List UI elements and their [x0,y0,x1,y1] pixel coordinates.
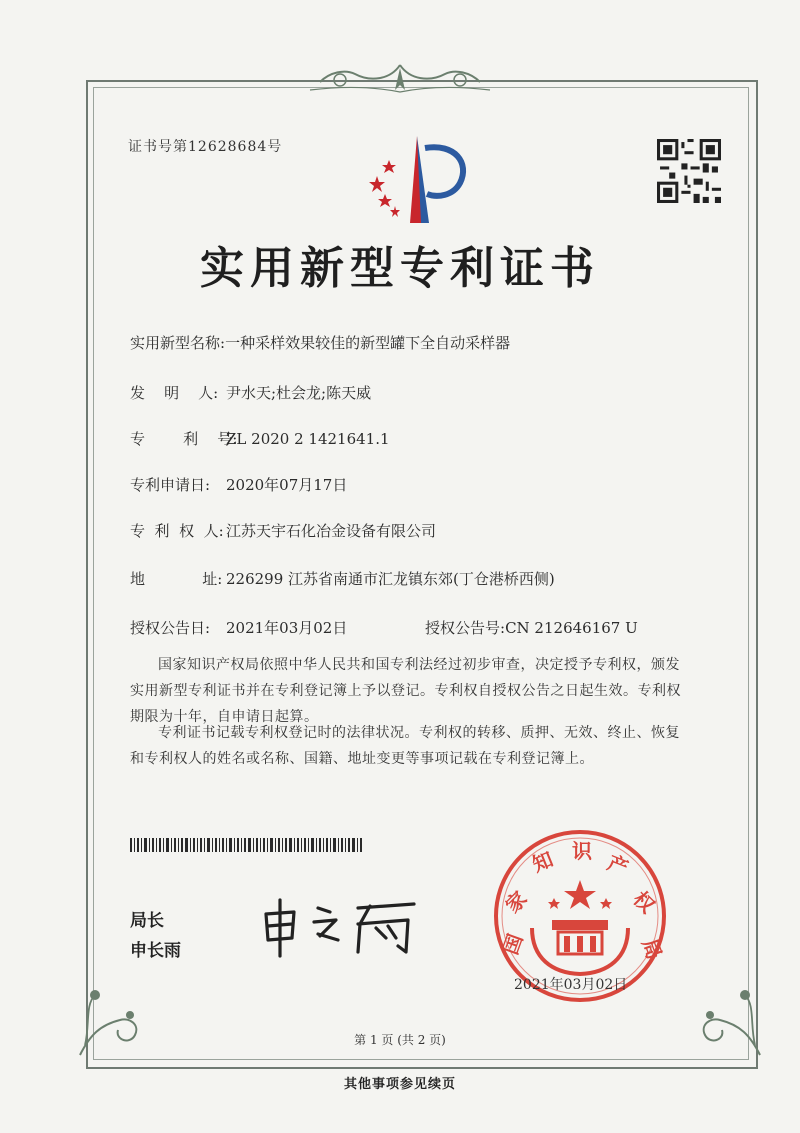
grant-date-value: 2021年03月02日 [226,619,348,637]
inventor-row [130,382,371,403]
svg-text:权: 权 [628,886,660,918]
qr-code-icon [657,139,721,203]
address-row [130,568,555,589]
certificate-title: 实用新型专利证书 [200,243,600,294]
page-indicator: 第 1 页 (共 2 页) [354,1033,446,1047]
director-name-label: 申长雨 [130,941,181,961]
apply-date-row [130,474,347,495]
apply-date-label: 专利申请日: [130,476,211,494]
grant-number-row [425,617,638,638]
grant-date-label: 授权公告日: [130,619,211,637]
patent-number-label: 专 利 号: [130,430,238,448]
holder-row [130,520,436,541]
svg-text:产: 产 [604,850,632,881]
inventor-value: 尹水天;杜会龙;陈天威 [226,384,372,402]
grant-paragraph: 国家知识产权局依照中华人民共和国专利法经过初步审查，决定授予专利权，颁发实用新型专利证书并在专利登记簿上予以登记。专利权自授权公告之日起生效。专利权期限为十年，自申请日起算。 [130,657,681,725]
bottom-right-ornament-icon [680,975,770,1065]
top-ornament-icon [300,60,500,100]
model-name-label: 实用新型名称: [130,334,226,352]
cnipa-logo-icon [355,128,475,228]
model-name-row [130,332,510,353]
holder-value: 江苏天宇石化冶金设备有限公司 [226,522,437,540]
seal-date: 2021年03月02日 [514,977,628,993]
model-name-value: 一种采样效果较佳的新型罐下全自动采样器 [225,334,511,352]
svg-text:家: 家 [500,886,532,918]
director-title-label: 局长 [130,911,164,931]
address-value: 226299 江苏省南通市汇龙镇东郊(丁仓港桥西侧) [226,570,555,588]
grant-number-label: 授权公告号: [425,619,506,637]
certificate-number: 证书号第12628684号 [128,139,283,155]
grant-number-value: CN 212646167 U [505,619,638,637]
grant-date-row [130,617,347,638]
director-signature-icon [258,894,428,960]
address-label: 地 址: [130,570,223,588]
svg-text:局: 局 [637,935,667,963]
apply-date-value: 2020年07月17日 [226,476,348,494]
barcode-icon [130,838,362,852]
patent-number-row [130,428,390,449]
legal-status-paragraph: 专利证书记载专利权登记时的法律状况。专利权的转移、质押、无效、终止、恢复和专利权人的姓名或名称、国籍、地址变更等事项记载在专利登记簿上。 [130,725,680,767]
svg-text:国: 国 [498,930,528,958]
bottom-left-ornament-icon [70,975,160,1065]
patent-number-value: ZL 2020 2 1421641.1 [226,430,390,448]
continuation-note: 其他事项参见续页 [343,1077,456,1092]
holder-label: 专 利 权 人: [130,522,224,540]
svg-text:识: 识 [572,839,592,863]
inventor-label: 发 明 人: [130,384,219,402]
svg-text:知: 知 [528,846,557,877]
